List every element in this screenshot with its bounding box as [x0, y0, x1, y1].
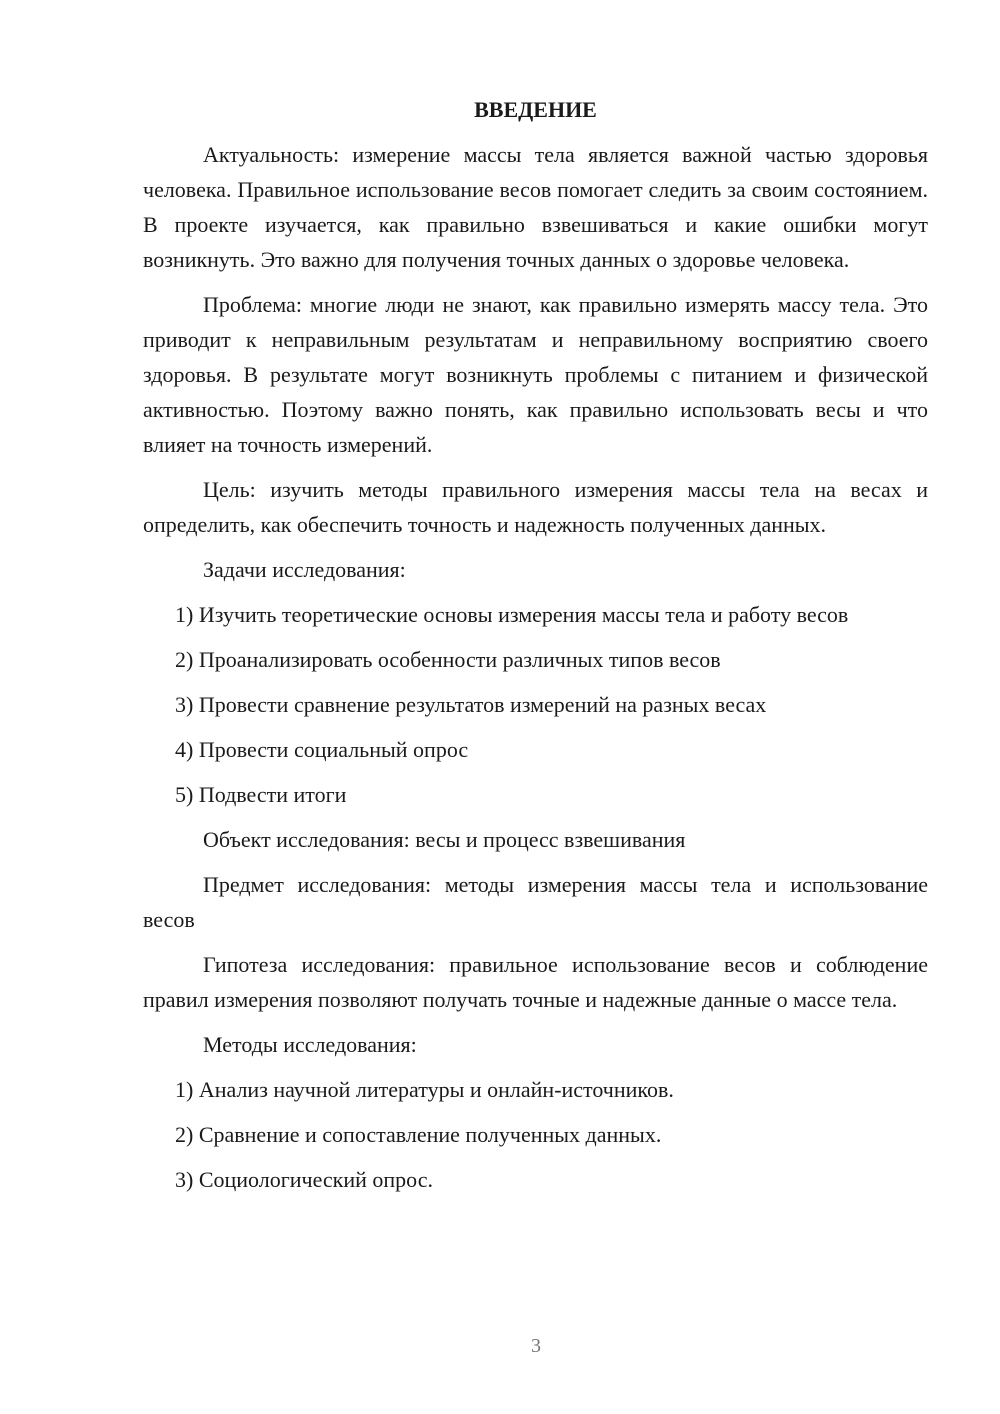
object-paragraph: Объект исследования: весы и процесс взвешивания	[203, 827, 686, 852]
page-title: ВВЕДЕНИЕ	[474, 97, 597, 122]
goal-paragraph: Цель: изучить методы правильного измерения массы тела на весах и определить, как обеспечить точность и надежность полученных данных.	[143, 477, 928, 537]
task-item-5: 5) Подвести итоги	[175, 782, 347, 807]
task-item-1: 1) Изучить теоретические основы измерения массы тела и работу весов	[175, 602, 849, 627]
task-item-4: 4) Провести социальный опрос	[175, 737, 469, 762]
method-item-1: 1) Анализ научной литературы и онлайн-источников.	[175, 1077, 674, 1102]
task-item-2: 2) Проанализировать особенности различных типов весов	[175, 647, 721, 672]
page-number: 3	[531, 1335, 541, 1357]
subject-paragraph: Предмет исследования: методы измерения массы тела и использование весов	[143, 872, 928, 932]
method-item-2: 2) Сравнение и сопоставление полученных данных.	[175, 1122, 662, 1147]
tasks-heading: Задачи исследования:	[203, 557, 406, 582]
task-item-3: 3) Провести сравнение результатов измерений на разных весах	[175, 692, 767, 717]
problem-paragraph: Проблема: многие люди не знают, как правильно измерять массу тела. Это приводит к неправильным результатам и неправильному восприятию своего здоровья. В результате могут возникнуть проблемы с питанием и физической активностью. Поэтому важно понять, как правильно использовать весы и что влияет на точность измерений.	[143, 292, 928, 457]
relevance-paragraph: Актуальность: измерение массы тела является важной частью здоровья человека. Правильное использование весов помогает следить за своим состоянием. В проекте изучается, как правильно взвешиваться и какие ошибки могут возникнуть. Это важно для получения точных данных о здоровье человека.	[143, 142, 928, 272]
hypothesis-paragraph: Гипотеза исследования: правильное использование весов и соблюдение правил измерения позволяют получать точные и надежные данные о массе тела.	[143, 952, 928, 1012]
methods-heading: Методы исследования:	[203, 1032, 417, 1057]
method-item-3: 3) Социологический опрос.	[175, 1167, 433, 1192]
document-page	[143, 92, 928, 1197]
